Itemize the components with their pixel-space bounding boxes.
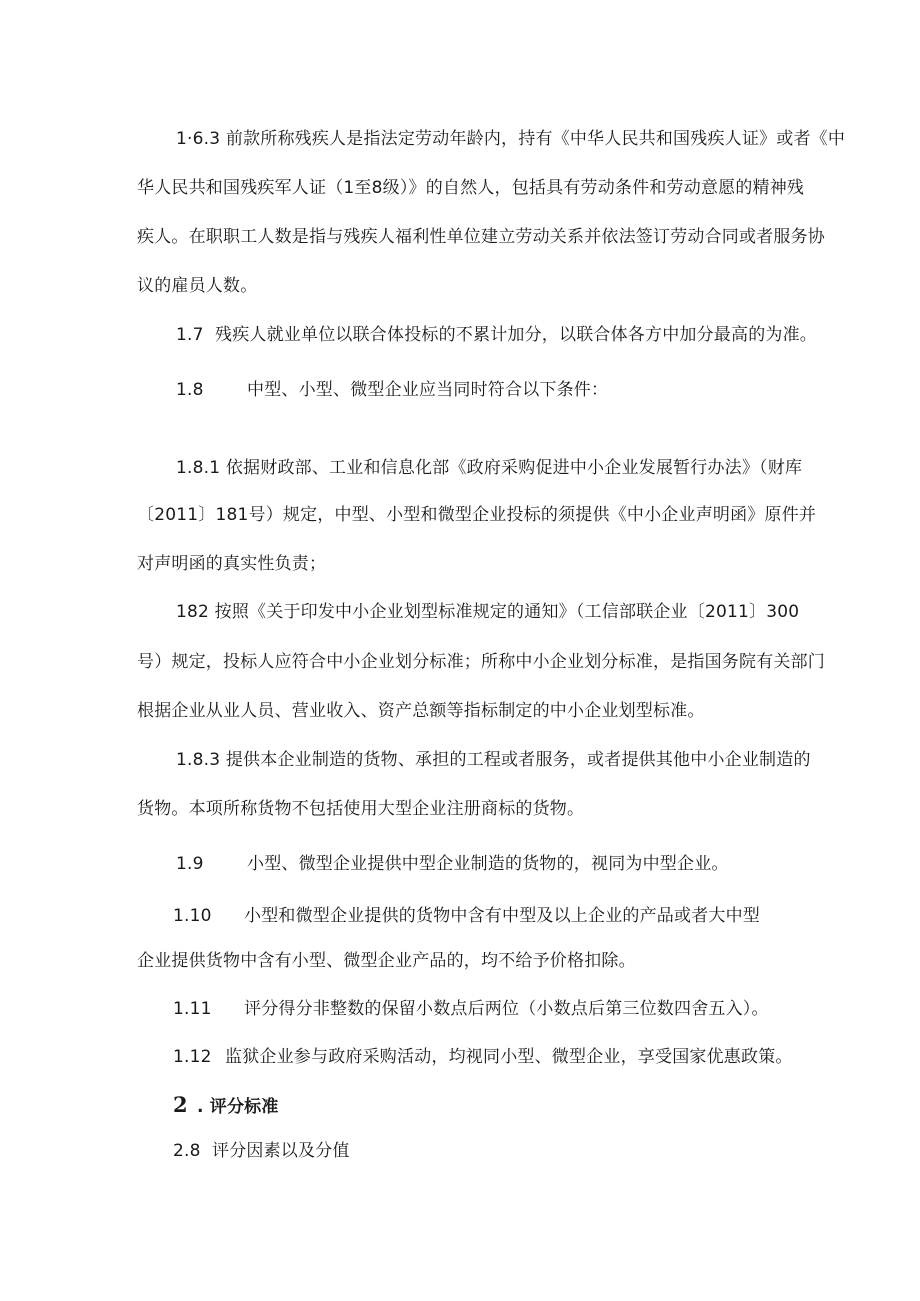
paragraph-2-8-number: 2.8: [173, 1141, 201, 1161]
paragraph-1-8-2-line-3: 根据企业从业人员、营业收入、资产总额等指标制定的中小企业划型标准。: [137, 701, 705, 721]
paragraph-1-10-number: 1.10: [173, 906, 212, 926]
paragraph-1-11-number: 1.11: [173, 999, 212, 1019]
paragraph-1-12-text: 监狱企业参与政府采购活动，均视同小型、微型企业，享受国家优惠政策。: [225, 1047, 793, 1067]
paragraph-1-8-2-line-2: 号）规定，投标人应符合中小企业划分标准；所称中小企业划分标准，是指国务院有关部门: [137, 652, 825, 672]
paragraph-1-8-1-line-1: 1.8.1 依据财政部、工业和信息化部《政府采购促进中小企业发展暂行办法》（财库: [176, 458, 803, 478]
paragraph-1-8-1-line-2: 〔2011〕181号）规定，中型、小型和微型企业投标的须提供《中小企业声明函》原件并: [137, 505, 817, 525]
paragraph-1-11-text: 评分得分非整数的保留小数点后两位（小数点后第三位数四舍五入）。: [244, 999, 769, 1019]
paragraph-1-12-number: 1.12: [173, 1047, 212, 1067]
paragraph-1-8-text: 中型、小型、微型企业应当同时符合以下条件：: [247, 380, 609, 400]
paragraph-1-8-1-line-3: 对声明函的真实性负责；: [137, 554, 327, 574]
section-2-heading-text: . 评分标准: [197, 1097, 279, 1117]
paragraph-1-7-number: 1.7: [176, 325, 204, 345]
paragraph-1-10-line-2: 企业提供货物中含有小型、微型企业产品的，均不给予价格扣除。: [137, 951, 636, 971]
paragraph-1-6-3-line-3: 疾人。在职职工人数是指与残疾人福利性单位建立劳动关系并依法签订劳动合同或者服务协: [137, 227, 825, 247]
paragraph-1-8-3-line-2: 货物。本项所称货物不包括使用大型企业注册商标的货物。: [137, 799, 585, 819]
paragraph-1-6-3-line-4: 议的雇员人数。: [137, 276, 258, 296]
paragraph-1-6-3-line-1: 1·6.3 前款所称残疾人是指法定劳动年龄内，持有《中华人民共和国残疾人证》或者《中: [176, 129, 846, 149]
paragraph-1-6-3-line-2: 华人民共和国残疾军人证（1至8级）》的自然人，包括具有劳动条件和劳动意愿的精神残: [137, 178, 805, 198]
paragraph-1-8-3-line-1: 1.8.3 提供本企业制造的货物、承担的工程或者服务，或者提供其他中小企业制造的: [176, 750, 811, 770]
paragraph-2-8-text: 评分因素以及分值: [212, 1141, 350, 1161]
paragraph-1-8-2-line-1: 182 按照《关于印发中小企业划型标准规定的通知》（工信部联企业〔2011〕300: [176, 602, 800, 622]
paragraph-1-9-number: 1.9: [176, 854, 204, 874]
paragraph-1-9-text: 小型、微型企业提供中型企业制造的货物的，视同为中型企业。: [247, 854, 729, 874]
section-2-heading-number: 2: [173, 1092, 188, 1117]
paragraph-1-10-text: 小型和微型企业提供的货物中含有中型及以上企业的产品或者大中型: [244, 906, 760, 926]
paragraph-1-8-number: 1.8: [176, 380, 204, 400]
paragraph-1-7-text: 残疾人就业单位以联合体投标的不累计加分，以联合体各方中加分最高的为准。: [215, 325, 817, 345]
